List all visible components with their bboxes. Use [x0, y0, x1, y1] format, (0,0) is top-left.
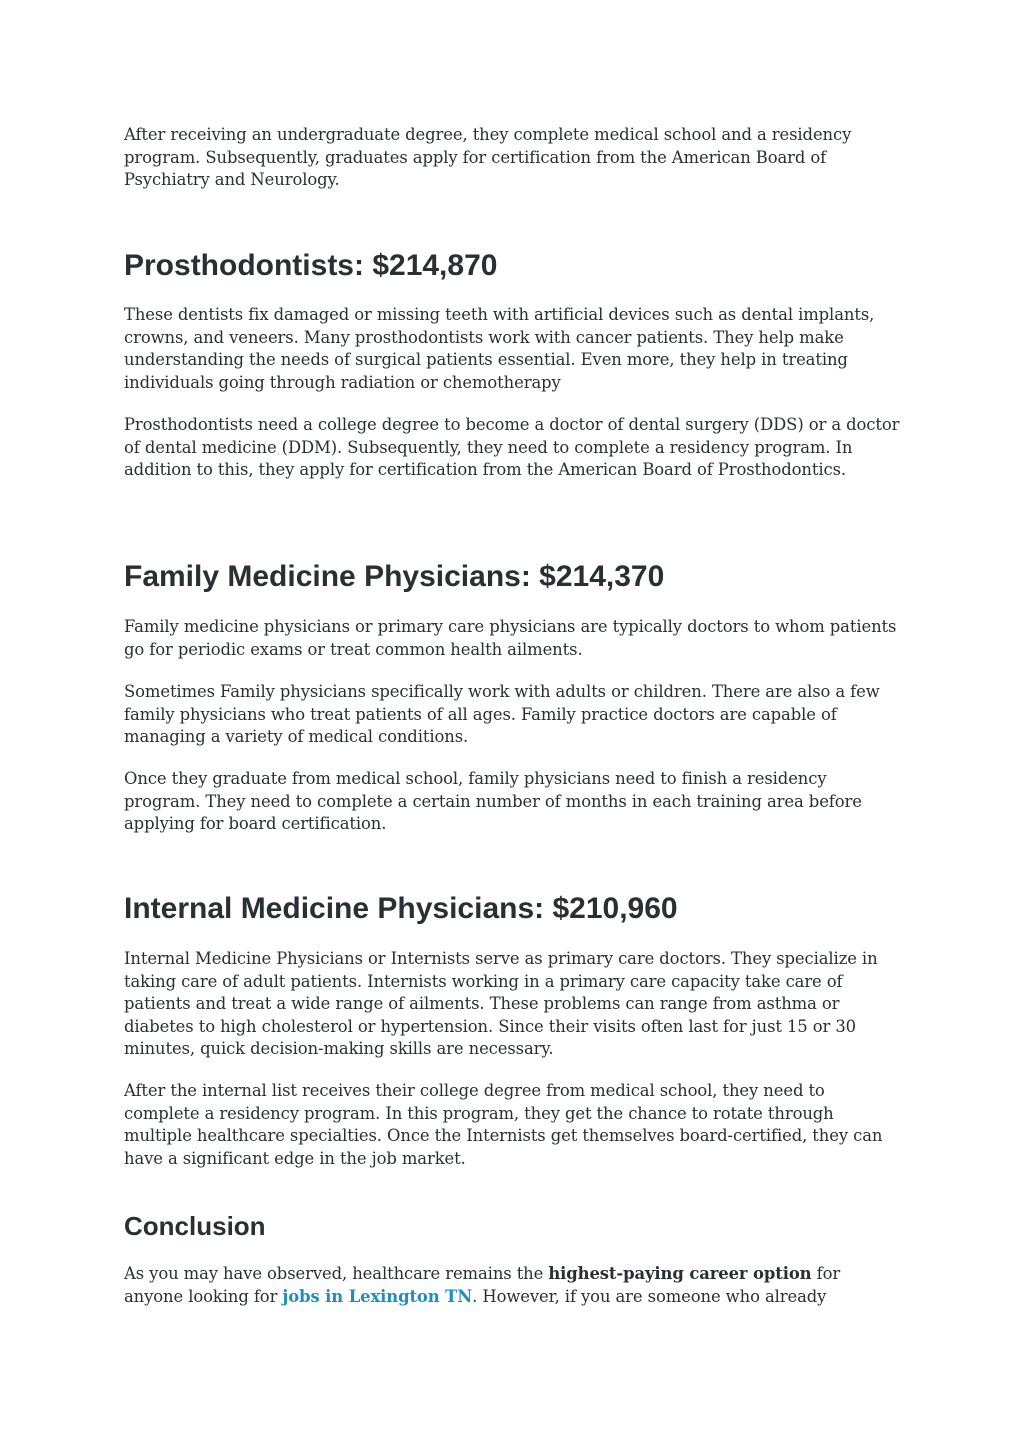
conclusion-text-after: . However, if you are someone who already	[472, 1286, 827, 1306]
intro-section	[124, 124, 904, 192]
family-paragraph-1: Family medicine physicians or primary care physicians are typically doctors to whom patients go for periodic exams or treat common health ailments.	[124, 617, 897, 659]
internal-section	[124, 892, 904, 926]
intro-paragraph: After receiving an undergraduate degree, they complete medical school and a residency program. Subsequently, graduates apply for certification from the American Board of Psychiatry and Neurology.	[124, 125, 852, 190]
family-paragraph-3: Once they graduate from medical school, family physicians need to finish a residency program. They need to complete a certain number of months in each training area before applying for board certification.	[124, 769, 862, 834]
conclusion-section	[124, 1211, 904, 1241]
jobs-lexington-link[interactable]: jobs in Lexington TN	[282, 1286, 473, 1306]
internal-heading: Internal Medicine Physicians: $210,960	[124, 892, 678, 925]
family-section	[124, 560, 904, 594]
prosthodontists-paragraph-2: Prosthodontists need a college degree to become a doctor of dental surgery (DDS) or a doctor of dental medicine (DDM). Subsequently, they need to complete a residency program. In addition to this, they apply for certification from the American Board of Prosthodontics.	[124, 415, 900, 480]
family-p1-wrap	[124, 616, 904, 661]
internal-p2-wrap	[124, 1080, 904, 1170]
family-paragraph-2: Sometimes Family physicians specifically work with adults or children. There are also a few family physicians who treat patients of all ages. Family practice doctors are capable of managing a variety of medical conditions.	[124, 682, 880, 747]
conclusion-p-wrap	[124, 1263, 904, 1308]
prosthodontists-section	[124, 249, 904, 283]
internal-paragraph-1: Internal Medicine Physicians or Internists serve as primary care doctors. They specialize in taking care of adult patients. Internists working in a primary care capacity take care of patients and treat a wide range of ailments. These problems can range from asthma or diabetes to high cholesterol or hypertension. Since their visits often last for just 15 or 30 minutes, quick decision-making skills are necessary.	[124, 949, 878, 1059]
family-p2-wrap	[124, 681, 904, 749]
conclusion-text-before: As you may have observed, healthcare remains the	[124, 1264, 549, 1283]
internal-paragraph-2: After the internal list receives their college degree from medical school, they need to complete a residency program. In this program, they get the chance to rotate through multiple healthcare specialties. Once the Internists get themselves board-certified, they can have a significant edge in the job market.	[124, 1081, 883, 1168]
prosthodontists-p1-wrap	[124, 304, 904, 394]
family-p3-wrap	[124, 768, 904, 836]
prosthodontists-heading: Prosthodontists: $214,870	[124, 249, 498, 282]
family-heading: Family Medicine Physicians: $214,370	[124, 560, 665, 593]
prosthodontists-paragraph-1: These dentists fix damaged or missing teeth with artificial devices such as dental implants, crowns, and veneers. Many prosthodontists work with cancer patients. They help make understanding the needs of surgical patients essential. Even more, they help in treating individuals going through radiation or chemotherapy	[124, 305, 875, 392]
conclusion-paragraph	[124, 1263, 904, 1308]
conclusion-strong-text: highest-paying career option	[548, 1264, 812, 1283]
conclusion-heading: Conclusion	[124, 1211, 266, 1241]
conclusion-text-middle: for anyone looking for	[124, 1264, 841, 1306]
internal-p1-wrap	[124, 948, 904, 1061]
prosthodontists-p2-wrap	[124, 414, 904, 482]
